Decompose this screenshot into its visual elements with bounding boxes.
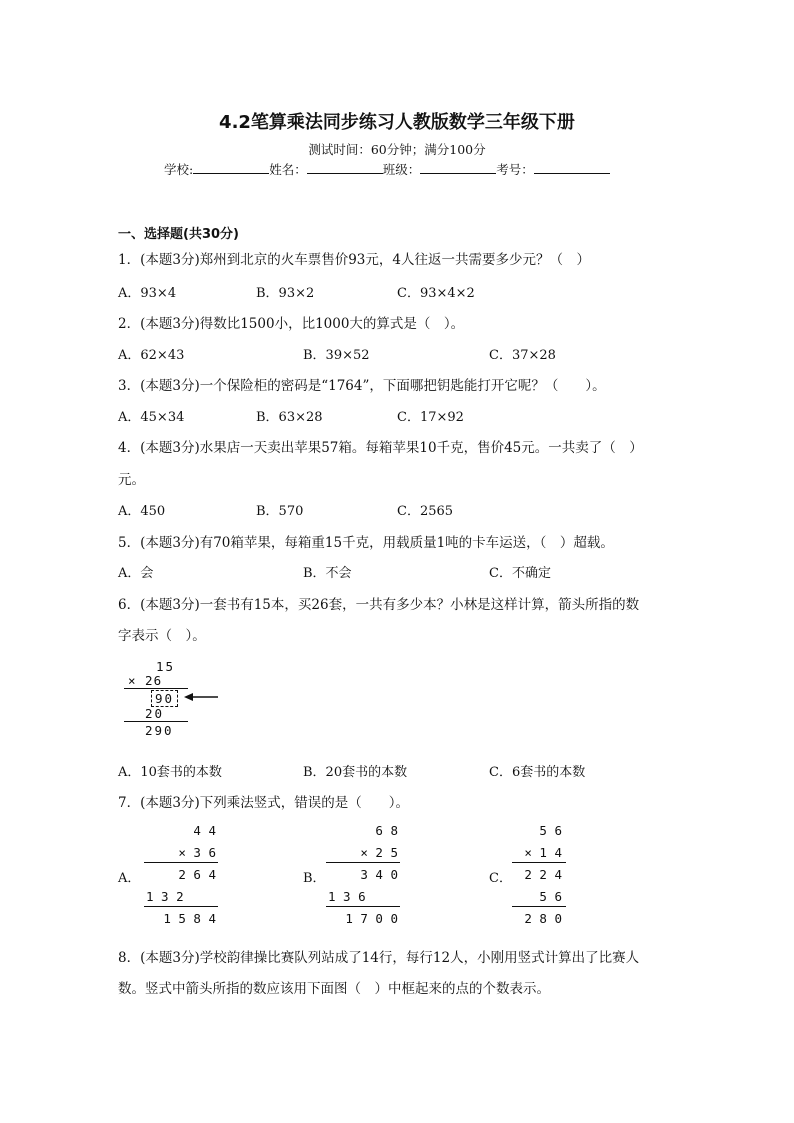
q7c-product: 2 8 0 [524, 911, 562, 926]
q7a-product: 1 5 8 4 [163, 911, 216, 926]
q7b-product: 1 7 0 0 [345, 911, 398, 926]
section-title: 一、选择题(共30分) [118, 227, 239, 242]
q6-boxed-partial: 90 [151, 690, 178, 707]
q6-line-2 [124, 721, 188, 722]
question-2-text: 2．(本题3分)得数比1500小，比1000大的算式是（ ）。 [118, 316, 465, 332]
q5-option-b[interactable]: B．不会 [303, 566, 352, 581]
name-blank[interactable] [307, 161, 383, 174]
q7-option-b[interactable]: B． [303, 871, 326, 886]
q7a-multiplicand: 4 4 [193, 823, 216, 838]
page-title: 4.2笔算乘法同步练习人教版数学三年级下册 [219, 112, 575, 133]
q6-line-1 [124, 688, 188, 689]
q4-option-b[interactable]: B．570 [256, 504, 304, 519]
q7b-multiplicand: 6 8 [375, 823, 398, 838]
question-7-text: 7．(本题3分)下列乘法竖式，错误的是（ ）。 [118, 795, 409, 811]
q4-option-c[interactable]: C．2565 [397, 504, 454, 519]
q3-option-a[interactable]: A．45×34 [118, 410, 185, 425]
q6-option-a[interactable]: A．10套书的本数 [118, 765, 222, 780]
question-8-text-cont: 数。竖式中箭头所指的数应该用下面图（ ）中框起来的点的个数表示。 [118, 981, 550, 997]
q7c-multiplicand: 5 6 [539, 823, 562, 838]
question-3-text: 3．(本题3分)一个保险柜的密码是“1764”，下面哪把钥匙能打开它呢？（ ）。 [118, 378, 606, 394]
q2-option-b[interactable]: B．39×52 [303, 348, 370, 363]
class-blank[interactable] [420, 161, 496, 174]
q7b-line-1 [326, 862, 400, 863]
q6-multiplier: × 26 [128, 673, 163, 688]
name-label: 姓名： [269, 162, 307, 177]
question-4-text: 4．(本题3分)水果店一天卖出苹果57箱。每箱苹果10千克，售价45元。一共卖了（ ） [118, 440, 643, 456]
q2-option-a[interactable]: A．62×43 [118, 348, 185, 363]
q2-option-c[interactable]: C．37×28 [489, 348, 556, 363]
student-info-row [164, 160, 610, 178]
q7a-partial-2: 1 3 2 [146, 889, 184, 904]
school-label: 学校: [164, 162, 194, 177]
question-4-text-cont: 元。 [118, 472, 145, 488]
q1-option-c[interactable]: C．93×4×2 [397, 286, 475, 301]
q7c-partial-2: 5 6 [539, 889, 562, 904]
q6-option-b[interactable]: B．20套书的本数 [303, 765, 408, 780]
arrow-left-icon [184, 690, 220, 704]
id-blank[interactable] [534, 161, 610, 174]
q6-product: 290 [145, 723, 174, 738]
q7c-multiplier: × 1 4 [524, 845, 562, 860]
q6-option-c[interactable]: C．6套书的本数 [489, 765, 586, 780]
q7b-multiplier: × 2 5 [360, 845, 398, 860]
q7a-partial-1: 2 6 4 [178, 867, 216, 882]
question-5-text: 5．(本题3分)有70箱苹果，每箱重15千克，用载质量1吨的卡车运送，（ ）超载。 [118, 535, 614, 551]
id-label: 考号： [496, 162, 534, 177]
question-6-text-cont: 字表示（ ）。 [118, 628, 206, 644]
q7-option-c[interactable]: C． [489, 871, 512, 886]
q5-option-a[interactable]: A．会 [118, 566, 154, 581]
q7a-multiplier: × 3 6 [178, 845, 216, 860]
class-label: 班级： [382, 162, 421, 177]
q7c-line-1 [512, 862, 566, 863]
q7b-line-2 [326, 906, 400, 907]
q6-partial-2: 20 [145, 706, 165, 721]
question-6-text: 6．(本题3分)一套书有15本，买26套，一共有多少本？小林是这样计算，箭头所指的数 [118, 597, 640, 613]
exam-subtitle: 测试时间：60分钟；满分100分 [308, 142, 486, 157]
q7a-line-1 [144, 862, 218, 863]
q3-option-c[interactable]: C．17×92 [397, 410, 464, 425]
q1-option-a[interactable]: A．93×4 [118, 286, 177, 301]
q7c-line-2 [512, 906, 566, 907]
q6-multiplicand: 15 [156, 659, 176, 674]
q3-option-b[interactable]: B．63×28 [256, 410, 323, 425]
question-1-text: 1．(本题3分)郑州到北京的火车票售价93元，4人往返一共需要多少元？（ ） [118, 252, 590, 268]
school-blank[interactable] [193, 161, 269, 174]
q1-option-b[interactable]: B．93×2 [256, 286, 315, 301]
q7b-partial-1: 3 4 0 [360, 867, 398, 882]
q4-option-a[interactable]: A．450 [118, 504, 166, 519]
q5-option-c[interactable]: C．不确定 [489, 566, 551, 581]
q7-option-a[interactable]: A． [118, 871, 141, 886]
q7a-line-2 [144, 906, 218, 907]
question-8-text: 8．(本题3分)学校韵律操比赛队列站成了14行，每行12人，小刚用竖式计算出了比赛人 [118, 950, 640, 966]
q7b-partial-2: 1 3 6 [328, 889, 366, 904]
q7c-partial-1: 2 2 4 [524, 867, 562, 882]
